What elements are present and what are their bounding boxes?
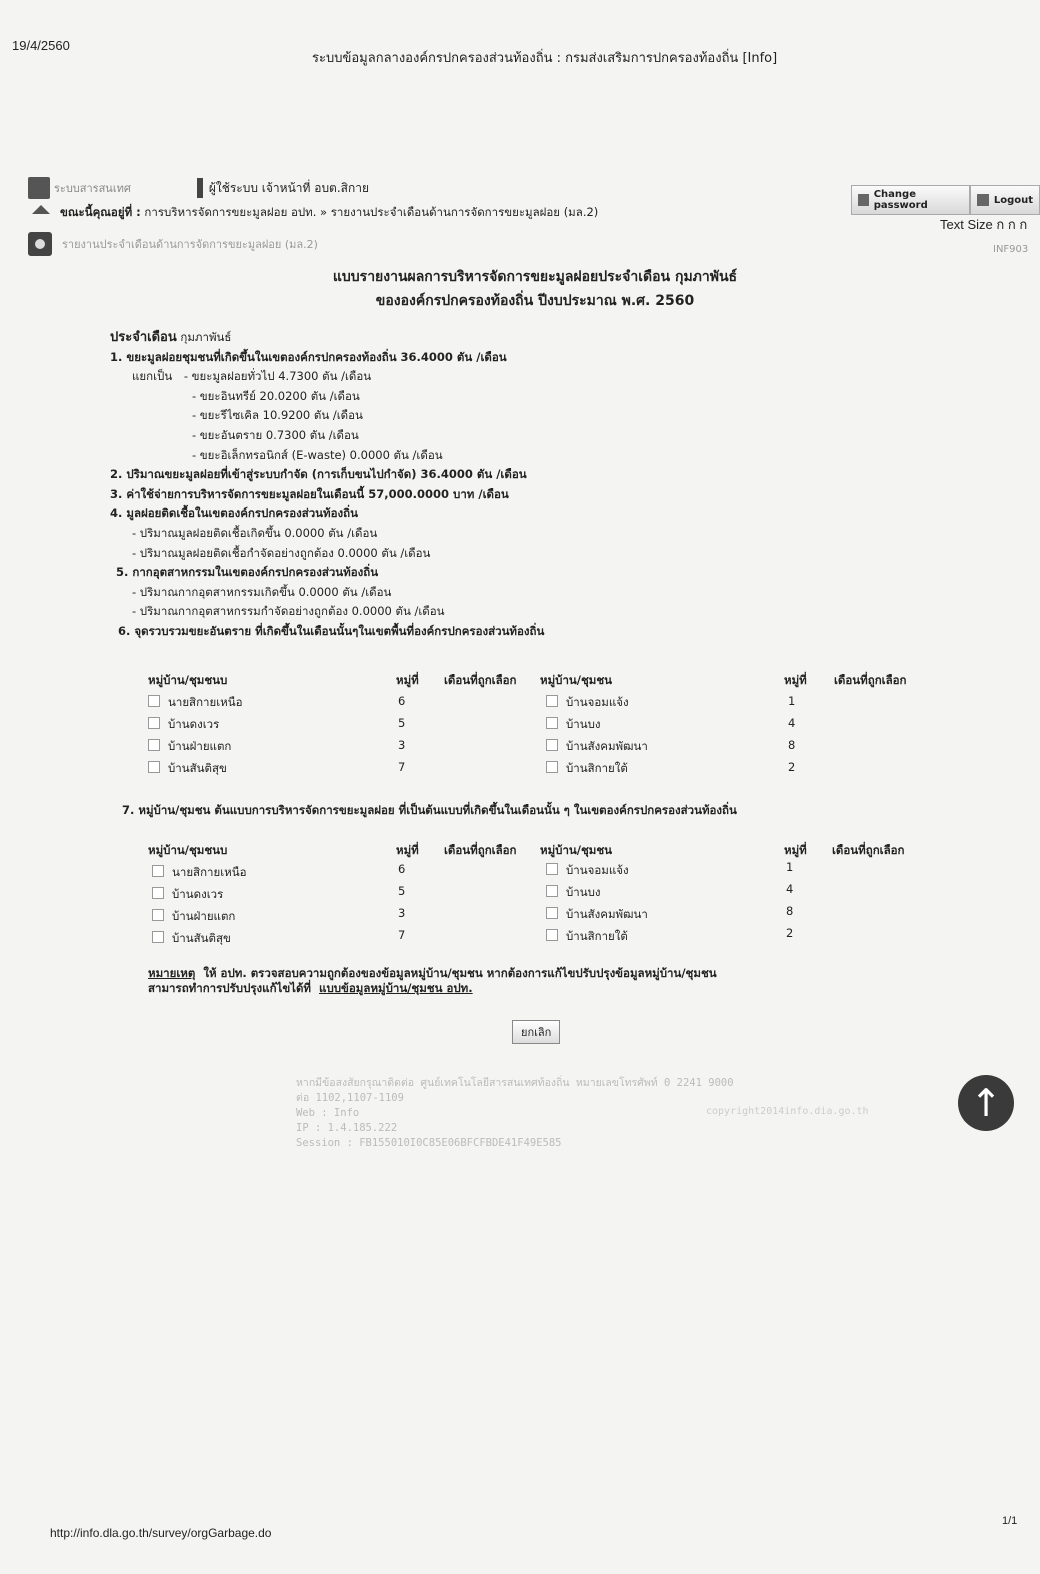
moo-value: 6 [398,862,406,876]
contact-footer [296,1076,734,1151]
user-info [197,178,369,198]
logout-button[interactable] [970,185,1040,215]
col-header-village: หมู่บ้าน/ชุมชน [540,673,613,687]
moo-value: 2 [788,760,796,774]
col-header-village: หมู่บ้าน/ชุมชนบ [148,673,228,687]
page-code: INF903 [993,244,1029,255]
key-icon [858,194,869,206]
col-header-moo: หมู่ที่ [396,843,419,857]
col-header-village: หมู่บ้าน/ชุมชนบ [148,843,228,857]
item-1-c: - ขยะรีไซเคิล 10.9200 ตัน /เดือน [192,408,363,423]
village-name: นายสิกายเหนือ [168,695,243,709]
item-6: 6. จุดรวบรวมขยะอันตราย ที่เกิดขึ้นในเดือนนั้นๆในเขตพื้นที่องค์กรปกครองส่วนท้องถิ่น [118,623,545,638]
sub-nav-item[interactable] [28,232,318,256]
village-checkbox[interactable] [148,761,160,773]
print-url: http://info.dla.go.th/survey/orgGarbage.do [50,1526,272,1540]
scroll-top-button[interactable] [958,1075,1014,1131]
col-header-month: เดือนที่ถูกเลือก [444,673,517,687]
home-icon[interactable] [32,205,50,214]
village-checkbox[interactable] [148,717,160,729]
footer-session: Session : FB155010I0C85E06BFCFBDE41F49E585 [296,1137,562,1149]
month-value: กุมภาพันธ์ [180,330,232,344]
item-7: 7. หมู่บ้าน/ชุมชน ต้นแบบการบริหารจัดการขยะมูลฝอย ที่เป็นต้นแบบที่เกิดขึ้นในเดือนนั้น ๆ ในเขตองค์กรปกครองส่วนท้องถิ่น [122,803,737,817]
village-name: บ้านสังคมพัฒนา [566,739,648,753]
item-4-b: - ปริมาณมูลฝอยติดเชื้อกำจัดอย่างถูกต้อง 0.0000 ตัน /เดือน [132,545,431,560]
col-header-month: เดือนที่ถูกเลือก [834,673,907,687]
village-checkbox[interactable] [546,739,558,751]
table-row[interactable] [152,908,235,926]
top-nav [28,177,369,199]
moo-value: 3 [398,738,406,752]
moo-value: 5 [398,884,406,898]
village-checkbox[interactable] [152,887,164,899]
village-checkbox[interactable] [148,695,160,707]
village-checkbox[interactable] [546,761,558,773]
village-name: บ้านบง [566,885,601,899]
item-1-split-row [110,367,544,387]
item-1-e: - ขยะอิเล็กทรอนิกส์ (E-waste) 0.0000 ตัน /เดือน [192,447,443,462]
breadcrumb-path[interactable]: การบริหารจัดการขยะมูลฝอย อปท. » รายงานประจำเดือนด้านการจัดการขยะมูลฝอย (มล.2) [144,205,599,219]
village-name: บ้านสังคมพัฒนา [566,907,648,921]
cancel-button[interactable]: ยกเลิก [512,1020,560,1044]
arrow-up-icon: ↑ [970,1081,1002,1125]
table-row[interactable] [546,738,648,756]
village-checkbox[interactable] [152,931,164,943]
table-row[interactable] [546,884,601,902]
table-row[interactable] [148,760,227,778]
item-5-a: - ปริมาณกากอุตสาหกรรมเกิดขึ้น 0.0000 ตัน /เดือน [132,584,392,599]
moo-value: 6 [398,694,406,708]
village-checkbox[interactable] [148,739,160,751]
footer-ip: IP : 1.4.185.222 [296,1122,398,1134]
table-row[interactable] [148,738,231,756]
village-name: บ้านจอมแจ้ง [566,695,629,709]
hazard-points-table [0,672,1040,782]
month-label: ประจำเดือน [110,330,177,345]
col-header-month: เดือนที่ถูกเลือก [832,843,905,857]
change-password-button[interactable] [851,185,970,215]
page-title: ระบบข้อมูลกลางองค์กรปกครองส่วนท้องถิ่น : กรมส่งเสริมการปกครองท้องถิ่น [Info] [312,51,778,66]
moo-value: 3 [398,906,406,920]
item-3: 3. ค่าใช้จ่ายการบริหารจัดการขยะมูลฝอยในเดือนนี้ 57,000.0000 บาท /เดือน [110,486,509,501]
village-name: บ้านบง [566,717,601,731]
village-checkbox[interactable] [546,907,558,919]
logout-label: Logout [993,194,1033,206]
village-checkbox[interactable] [152,865,164,877]
village-name: บ้านฝ่ายแตก [172,909,236,923]
moo-value: 2 [786,926,794,940]
village-name: นายสิกายเหนือ [172,865,247,879]
note-label: หมายเหตุ [148,966,196,980]
logout-icon [977,194,989,206]
note-text1: ให้ อปท. ตรวจสอบความถูกต้องของข้อมูลหมู่บ้าน/ชุมชน หากต้องการแก้ไขปรับปรุงข้อมูลหมู่บ้าน/ชุมชน [203,966,717,980]
table-row[interactable] [148,716,219,734]
moo-value: 8 [786,904,794,918]
note-line2 [148,981,717,996]
village-checkbox[interactable] [546,695,558,707]
report-title-line2: ขององค์กรปกครองท้องถิ่น ปีงบประมาณ พ.ศ. 2560 [375,293,695,309]
circle-arrow-icon [28,232,52,256]
month-row [110,328,544,348]
item-4-a: - ปริมาณมูลฝอยติดเชื้อเกิดขึ้น 0.0000 ตัน /เดือน [132,525,378,540]
table-row[interactable] [152,930,231,948]
village-checkbox[interactable] [546,863,558,875]
user-label: ผู้ใช้ระบบ เจ้าหน้าที่ อบต.สิกาย [208,180,370,195]
col-header-month: เดือนที่ถูกเลือก [444,843,517,857]
village-name: บ้านสันติสุข [168,761,227,775]
table-row[interactable] [546,694,629,712]
item-5-b: - ปริมาณกากอุตสาหกรรมกำจัดอย่างถูกต้อง 0.0000 ตัน /เดือน [132,604,445,619]
village-checkbox[interactable] [546,929,558,941]
village-name: บ้านจอมแจ้ง [566,863,629,877]
col-header-moo: หมู่ที่ [784,673,807,687]
print-date: 19/4/2560 [12,38,70,53]
item-1-d: - ขยะอันตราย 0.7300 ตัน /เดือน [192,427,359,442]
item-1-a: - ขยะมูลฝอยทั่วไป 4.7300 ตัน /เดือน [183,369,372,384]
model-village-table [0,842,1040,952]
copyright: copyright2014info.dia.go.th [706,1106,869,1117]
note-block [148,966,717,996]
moo-value: 1 [788,694,796,708]
report-title-line1: แบบรายงานผลการบริหารจัดการขยะมูลฝอยประจำเดือน กุมภาพันธ์ [332,269,738,285]
village-name: บ้านสิกายใต้ [566,761,628,775]
text-size-control[interactable]: Text Size ก ก ก [940,217,1028,232]
village-name: บ้านสันติสุข [172,931,231,945]
item-5: 5. กากอุตสาหกรรมในเขตองค์กรปกครองส่วนท้องถิ่น [116,565,379,580]
account-buttons [851,185,1040,215]
footer-web: Web : Info [296,1107,360,1119]
village-checkbox[interactable] [546,885,558,897]
system-link[interactable]: ระบบสารสนเทศ [54,182,131,195]
col-header-moo: หมู่ที่ [784,843,807,857]
village-name: บ้านดงเวร [172,887,224,901]
breadcrumb-prefix: ขณะนี้คุณอยู่ที่ : [60,205,141,219]
table-row[interactable] [546,906,648,924]
item-1-b: - ขยะอินทรีย์ 20.0200 ตัน /เดือน [192,388,360,403]
village-data-link[interactable]: แบบข้อมูลหมู่บ้าน/ชุมชน อปท. [319,981,473,995]
col-header-moo: หมู่ที่ [396,673,419,687]
report-body [110,328,544,642]
item-1-split-label: แยกเป็น [132,369,173,384]
table-row[interactable] [152,864,247,882]
change-password-label: Change password [873,189,928,211]
system-icon [28,177,50,199]
moo-value: 7 [398,760,406,774]
table-row[interactable] [546,716,601,734]
moo-value: 1 [786,860,794,874]
village-name: บ้านสิกายใต้ [566,929,628,943]
note-line1 [148,966,717,981]
village-checkbox[interactable] [152,909,164,921]
village-name: บ้านฝ่ายแตก [168,739,232,753]
village-name: บ้านดงเวร [168,717,220,731]
item-1: 1. ขยะมูลฝอยชุมชนที่เกิดขึ้นในเขตองค์กรปกครองท้องถิ่น 36.4000 ตัน /เดือน [110,349,507,364]
table-row[interactable] [148,694,243,712]
col-header-village: หมู่บ้าน/ชุมชน [540,843,613,857]
sub-nav-label: รายงานประจำเดือนด้านการจัดการขยะมูลฝอย (มล.2) [62,238,318,251]
page-number: 1/1 [1002,1515,1018,1527]
item-2: 2. ปริมาณขยะมูลฝอยที่เข้าสู่ระบบกำจัด (การเก็บขนไปกำจัด) 36.4000 ตัน /เดือน [110,467,527,482]
moo-value: 4 [788,716,796,730]
note-text2: สามารถทำการปรับปรุงแก้ไขได้ที่ [148,981,312,995]
moo-value: 5 [398,716,406,730]
user-icon [197,178,203,198]
moo-value: 4 [786,882,794,896]
footer-contact: หากมีข้อสงสัยกรุณาติดต่อ ศูนย์เทคโนโลยีสารสนเทศท้องถิ่น หมายเลขโทรศัพท์ 0 2241 9000 [296,1077,734,1089]
item-4: 4. มูลฝอยติดเชื้อในเขตองค์กรปกครองส่วนท้องถิ่น [110,506,358,521]
table-row[interactable] [152,886,223,904]
footer-extension: ต่อ 1102,1107-1109 [296,1092,404,1104]
table-row[interactable] [546,760,628,778]
breadcrumb [32,204,598,222]
table-row[interactable] [546,862,629,880]
village-checkbox[interactable] [546,717,558,729]
moo-value: 7 [398,928,406,942]
table-row[interactable] [546,928,628,946]
moo-value: 8 [788,738,796,752]
